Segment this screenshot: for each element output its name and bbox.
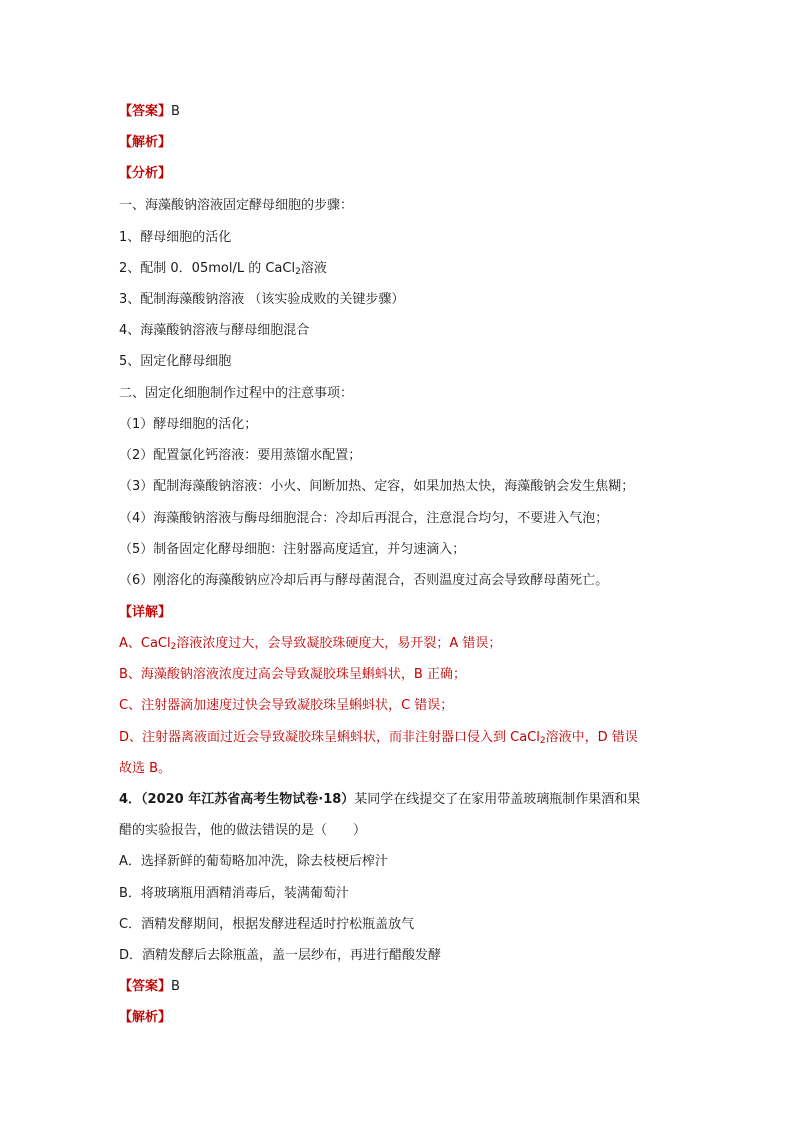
explain-tag-q4: 【解析】: [119, 1010, 172, 1025]
line-text: 溶液浓度过大，会导致凝胶珠硬度大，易开裂；A 错误；: [176, 636, 502, 651]
analysis-line-6: 5、固定化酵母细胞: [119, 354, 232, 369]
subscript: 2: [295, 267, 301, 277]
detail-a: [119, 635, 501, 653]
analysis-line-4: 3、配制海藻酸钠溶液 （该实验成败的关键步骤）: [119, 292, 405, 307]
subscript: 2: [170, 642, 177, 652]
answer-value: B: [171, 979, 180, 994]
analysis-line-7: 二、固定化细胞制作过程中的注意事项：: [119, 386, 354, 401]
answer-tag: 【答案】: [119, 104, 172, 119]
detail-tag: 【详解】: [119, 605, 172, 620]
question-4-stem-line-1: [119, 791, 640, 809]
answer-line-q4: [119, 978, 180, 996]
answer-line: [119, 103, 180, 121]
line-text: 溶液: [300, 261, 327, 276]
answer-tag: 【答案】: [119, 979, 172, 994]
detail-b: B、海藻酸钠溶液浓度过高会导致凝胶珠呈蝌蚪状，B 正确；: [119, 667, 466, 682]
analysis-line-13: （6）刚溶化的海藻酸钠应冷却后再与酵母菌混合，否则温度过高会导致酵母菌死亡。: [119, 573, 609, 588]
analysis-line-2: 1、酵母细胞的活化: [119, 230, 232, 245]
analysis-line-1: 一、海藻酸钠溶液固定酵母细胞的步骤：: [119, 198, 354, 213]
explain-tag: 【解析】: [119, 135, 172, 150]
analysis-line-5: 4、海藻酸钠溶液与酵母细胞混合: [119, 323, 310, 338]
analysis-line-10: （3）配制海藻酸钠溶液：小火、间断加热、定容，如果加热太快，海藻酸钠会发生焦糊；: [119, 479, 635, 494]
analysis-line-11: （4）海藻酸钠溶液与酶母细胞混合：冷却后再混合，注意混合均匀，不要进入气泡；: [119, 511, 609, 526]
analysis-line-12: （5）制备固定化酵母细胞：注射器高度适宜，并匀速滴入；: [119, 542, 466, 557]
analysis-line-8: （1）酵母细胞的活化；: [119, 417, 258, 432]
option-d: D．酒精发酵后去除瓶盖，盖一层纱布，再进行醋酸发酵: [119, 948, 442, 963]
analysis-line-3: [119, 260, 327, 278]
option-a: A．选择新鲜的葡萄略加冲洗，除去枝梗后榨汁: [119, 854, 388, 869]
question-4-stem-line-2: 醋的实验报告，他的做法错误的是（ ）: [119, 823, 367, 838]
question-number: 4．: [119, 792, 142, 807]
analysis-tag: 【分析】: [119, 166, 172, 181]
answer-value: B: [171, 104, 180, 119]
line-text: A、CaCl: [119, 636, 171, 651]
line-text: D、注射器离液面过近会导致凝胶珠呈蝌蚪状，而非注射器口侵入到 CaCl: [119, 730, 540, 745]
question-source: （2020 年江苏省高考生物试卷·18）: [141, 792, 355, 807]
question-stem: 某同学在线提交了在家用带盖玻璃瓶制作果酒和果: [354, 792, 641, 807]
conclusion: 故选 B。: [119, 761, 172, 776]
detail-d: [119, 729, 638, 747]
line-text: 2、配制 0．05mol/L 的 CaCl: [119, 261, 296, 276]
option-b: B．将玻璃瓶用酒精消毒后，装满葡萄汁: [119, 886, 349, 901]
subscript: 2: [539, 736, 546, 746]
detail-c: C、注射器滴加速度过快会导致凝胶珠呈蝌蚪状，C 错误；: [119, 698, 454, 713]
analysis-line-9: （2）配置氯化钙溶液：要用蒸馏水配置；: [119, 448, 362, 463]
option-c: C．酒精发酵期间，根据发酵进程适时拧松瓶盖放气: [119, 917, 415, 932]
line-text: 溶液中，D 错误: [545, 730, 638, 745]
